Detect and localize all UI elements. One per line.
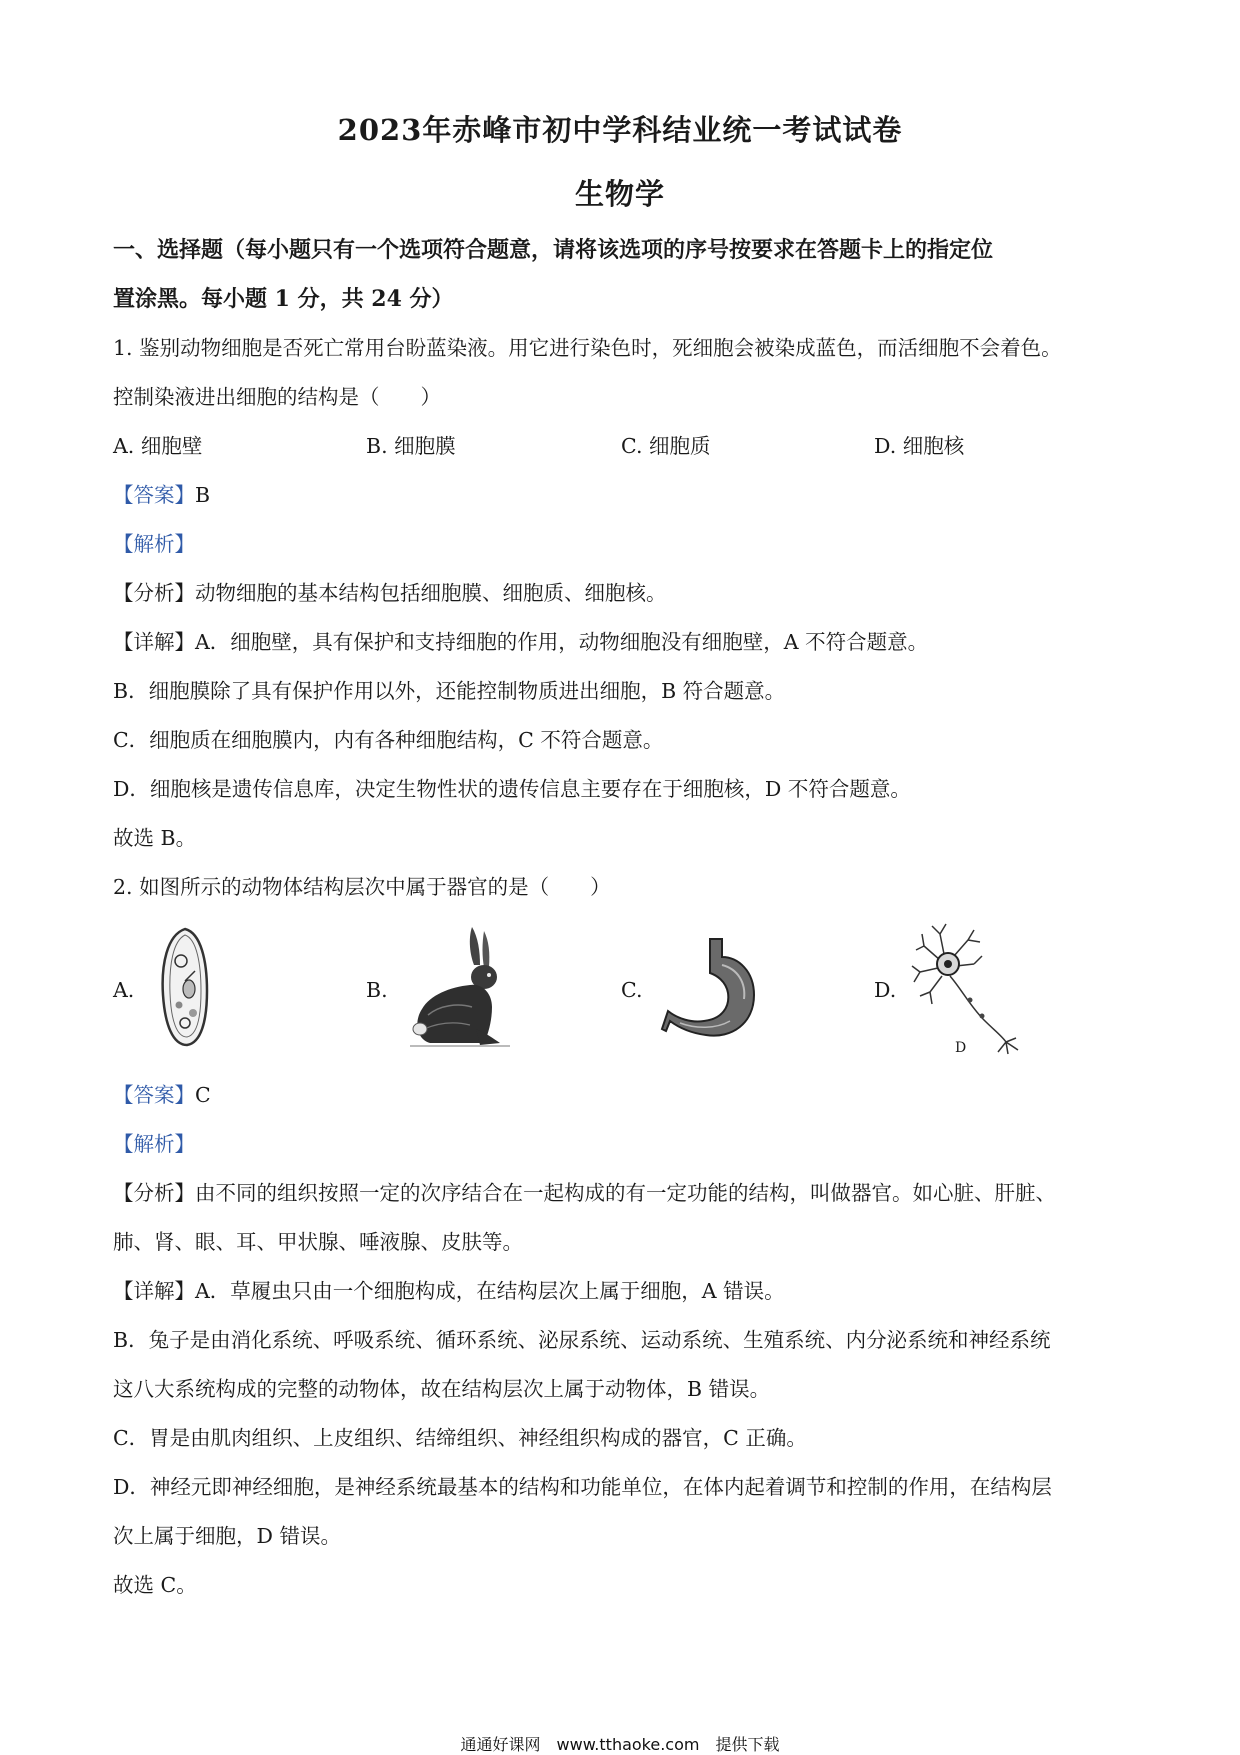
stomach-icon (660, 935, 760, 1045)
q2-fenxi (113, 1179, 1133, 1207)
q1-explain-b: B．细胞膜除了具有保护作用以外，还能控制物质进出细胞，B 符合题意。 (113, 679, 786, 703)
q2-conclusion: 故选 C。 (113, 1573, 197, 1597)
q2-analysis-tag: 【解析】 (113, 1132, 195, 1156)
fenxi-text: 由不同的组织按照一定的次序结合在一起构成的有一定功能的结构，叫做器官。如心脏、肝脏、 (195, 1181, 1056, 1205)
answer-value: C (195, 1083, 211, 1107)
q1-option-a: A. 细胞壁 (113, 434, 203, 458)
q2-explain-b: B．兔子是由消化系统、呼吸系统、循环系统、泌尿系统、运动系统、生殖系统、内分泌系统和神经系统 (113, 1328, 1051, 1352)
section-heading: 一、选择题（每小题只有一个选项符合题意，请将该选项的序号按要求在答题卡上的指定位 (113, 237, 994, 263)
q2-figure-label-a: A. (113, 978, 135, 1002)
xiangjie-text: A．细胞壁，具有保护和支持细胞的作用，动物细胞没有细胞壁，A 不符合题意。 (195, 630, 929, 654)
q2-stem: 2. 如图所示的动物体结构层次中属于器官的是（ ） (113, 875, 611, 899)
q2-figure-label-b: B. (366, 978, 388, 1002)
q1-option-b: B. 细胞膜 (366, 434, 456, 458)
neuron-letter: D (955, 1041, 967, 1053)
page-title: 2023年赤峰市初中学科结业统一考试试卷 (337, 113, 903, 147)
q1-explain-d: D．细胞核是遗传信息库，决定生物性状的遗传信息主要存在于细胞核，D 不符合题意。 (113, 777, 911, 801)
q1-fenxi (113, 579, 1133, 607)
q2-explain-c: C．胃是由肌肉组织、上皮组织、结缔组织、神经组织构成的器官，C 正确。 (113, 1426, 807, 1450)
q1-xiangjie (113, 628, 1133, 656)
q2-figure-label-c: C. (621, 978, 643, 1002)
answer-tag: 【答案】 (113, 1083, 195, 1107)
xiangjie-tag: 【详解】 (113, 630, 195, 654)
q2-answer (113, 1081, 1133, 1109)
rabbit-icon (410, 925, 520, 1050)
subject-title: 生物学 (574, 177, 665, 211)
answer-tag: 【答案】 (113, 483, 195, 507)
q1-conclusion: 故选 B。 (113, 826, 197, 850)
q1-answer (113, 481, 1133, 509)
q1-option-d: D. 细胞核 (874, 434, 965, 458)
paramecium-icon (155, 925, 215, 1050)
footer-source: 通通好课网 www.tthaoke.com 提供下载 (460, 1735, 780, 1754)
q1-stem-cont: 控制染液进出细胞的结构是（ ） (113, 385, 441, 409)
q2-xiangjie (113, 1277, 1133, 1305)
section-heading-cont: 置涂黑。每小题 1 分，共 24 分） (113, 286, 454, 312)
xiangjie-text: A．草履虫只由一个细胞构成，在结构层次上属于细胞，A 错误。 (195, 1279, 785, 1303)
q1-option-c: C. 细胞质 (621, 434, 711, 458)
q2-figure-label-d: D. (874, 978, 897, 1002)
fenxi-tag: 【分析】 (113, 581, 195, 605)
fenxi-text: 动物细胞的基本结构包括细胞膜、细胞质、细胞核。 (195, 581, 667, 605)
fenxi-tag: 【分析】 (113, 1181, 195, 1205)
q1-explain-c: C．细胞质在细胞膜内，内有各种细胞结构，C 不符合题意。 (113, 728, 664, 752)
q2-explain-d-cont: 次上属于细胞，D 错误。 (113, 1524, 341, 1548)
xiangjie-tag: 【详解】 (113, 1279, 195, 1303)
q2-fenxi-cont: 肺、肾、眼、耳、甲状腺、唾液腺、皮肤等。 (113, 1230, 523, 1254)
neuron-icon (910, 920, 1030, 1060)
q2-explain-d: D．神经元即神经细胞，是神经系统最基本的结构和功能单位，在体内起着调节和控制的作用，在结构层 (113, 1475, 1052, 1499)
answer-value: B (195, 483, 211, 507)
q1-stem: 1. 鉴别动物细胞是否死亡常用台盼蓝染液。用它进行染色时，死细胞会被染成蓝色，而活细胞不会着色。 (113, 336, 1062, 360)
q1-analysis-tag: 【解析】 (113, 532, 195, 556)
q2-explain-b-cont: 这八大系统构成的完整的动物体，故在结构层次上属于动物体，B 错误。 (113, 1377, 771, 1401)
